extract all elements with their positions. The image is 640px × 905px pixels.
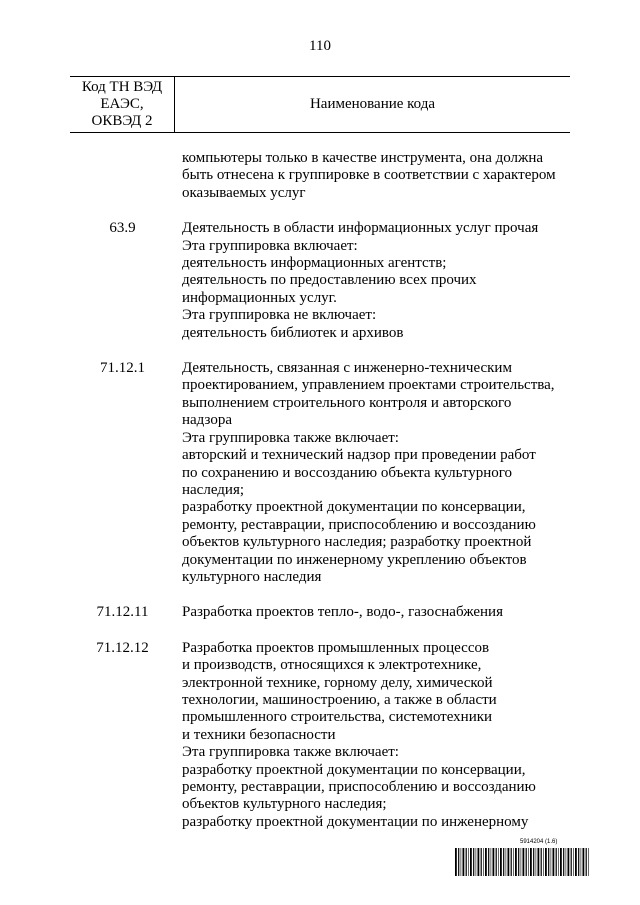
- entry-gap: [70, 202, 570, 220]
- entry-line: проектированием, управлением проектами строительства,: [182, 377, 555, 394]
- entry-line: разработку проектной документации по консервации,: [182, 761, 526, 778]
- entry-code: 71.12.11: [96, 604, 149, 621]
- barcode-image: [455, 848, 590, 876]
- entry-code: 63.9: [109, 220, 136, 237]
- table-row: [70, 640, 570, 831]
- entry-line: Деятельность в области информационных услуг прочая: [182, 220, 539, 237]
- entry-line: объектов культурного наследия; разработку проектной: [182, 534, 532, 551]
- entry-line: Эта группировка включает:: [182, 237, 358, 254]
- entry-line: быть отнесена к группировке в соответствии с характером: [182, 167, 556, 184]
- entry-line: деятельность информационных агентств;: [182, 255, 447, 272]
- entry-line: Эта группировка не включает:: [182, 307, 377, 324]
- entry-description: [175, 150, 570, 202]
- entry-line: разработку проектной документации по консервации,: [182, 499, 526, 516]
- entry-line: Деятельность, связанная с инженерно-техническим: [182, 360, 512, 377]
- entry-line: электронной технике, горному делу, химической: [182, 674, 493, 691]
- entry-line: технологии, машиностроению, а также в области: [182, 691, 497, 708]
- entry-line: по сохранению и воссозданию объекта культурного: [182, 464, 513, 481]
- entry-line: наследия;: [182, 481, 245, 498]
- header-code-column: [70, 77, 175, 132]
- entry-line: выполнением строительного контроля и авторского: [182, 394, 512, 411]
- header-code-line: ОКВЭД 2: [91, 113, 153, 129]
- table-row: [70, 220, 570, 342]
- table-body: [70, 150, 570, 831]
- entry-gap: [70, 586, 570, 604]
- entry-code: 71.12.12: [96, 639, 149, 656]
- entry-description: [175, 640, 570, 831]
- entry-line: авторский и технический надзор при проведении работ: [182, 447, 536, 464]
- entry-line: документации по инженерному укреплению объектов: [182, 551, 527, 568]
- entry-line: Эта группировка также включает:: [182, 744, 399, 761]
- header-code-line: Код ТН ВЭД: [81, 79, 163, 95]
- entry-description: [175, 604, 570, 621]
- entry-line: Эта группировка также включает:: [182, 429, 399, 446]
- entry-gap: [70, 342, 570, 360]
- table-row: [70, 604, 570, 621]
- entry-line: компьютеры только в качестве инструмента, она должна: [182, 150, 544, 166]
- entry-line: ремонту, реставрации, приспособлению и воссозданию: [182, 779, 536, 795]
- entry-line: разработку проектной документации по инженерному: [182, 813, 529, 830]
- barcode-label: 5914204 (1.6): [520, 839, 558, 845]
- table-header: [70, 76, 570, 133]
- page-number: 110: [309, 38, 331, 54]
- entry-line: ремонту, реставрации, приспособлению и воссозданию: [182, 516, 536, 533]
- entry-description: [175, 360, 570, 586]
- entry-line: оказываемых услуг: [182, 184, 306, 201]
- table-row: [70, 360, 570, 586]
- header-name-column: Наименование кода: [309, 96, 436, 112]
- entry-line: информационных услуг.: [182, 289, 337, 306]
- header-code-line: ЕАЭС,: [100, 96, 144, 112]
- entry-line: Разработка проектов промышленных процессов: [182, 639, 490, 656]
- entry-gap: [70, 622, 570, 640]
- entry-line: деятельность по предоставлению всех прочих: [182, 272, 477, 289]
- entry-code: [70, 150, 175, 202]
- entry-line: Разработка проектов тепло-, водо-, газоснабжения: [182, 604, 503, 621]
- entry-code: 71.12.1: [100, 360, 145, 377]
- entry-line: объектов культурного наследия;: [182, 796, 387, 813]
- entry-line: промышленного строительства, системотехники: [182, 709, 493, 726]
- entry-line: культурного наследия: [182, 568, 322, 585]
- entry-line: деятельность библиотек и архивов: [182, 324, 404, 341]
- entry-line: и производств, относящихся к электротехнике,: [182, 657, 482, 674]
- entry-description: [175, 220, 570, 342]
- table-row: [70, 150, 570, 202]
- entry-line: и техники безопасности: [182, 726, 336, 743]
- entry-line: надзора: [182, 412, 232, 429]
